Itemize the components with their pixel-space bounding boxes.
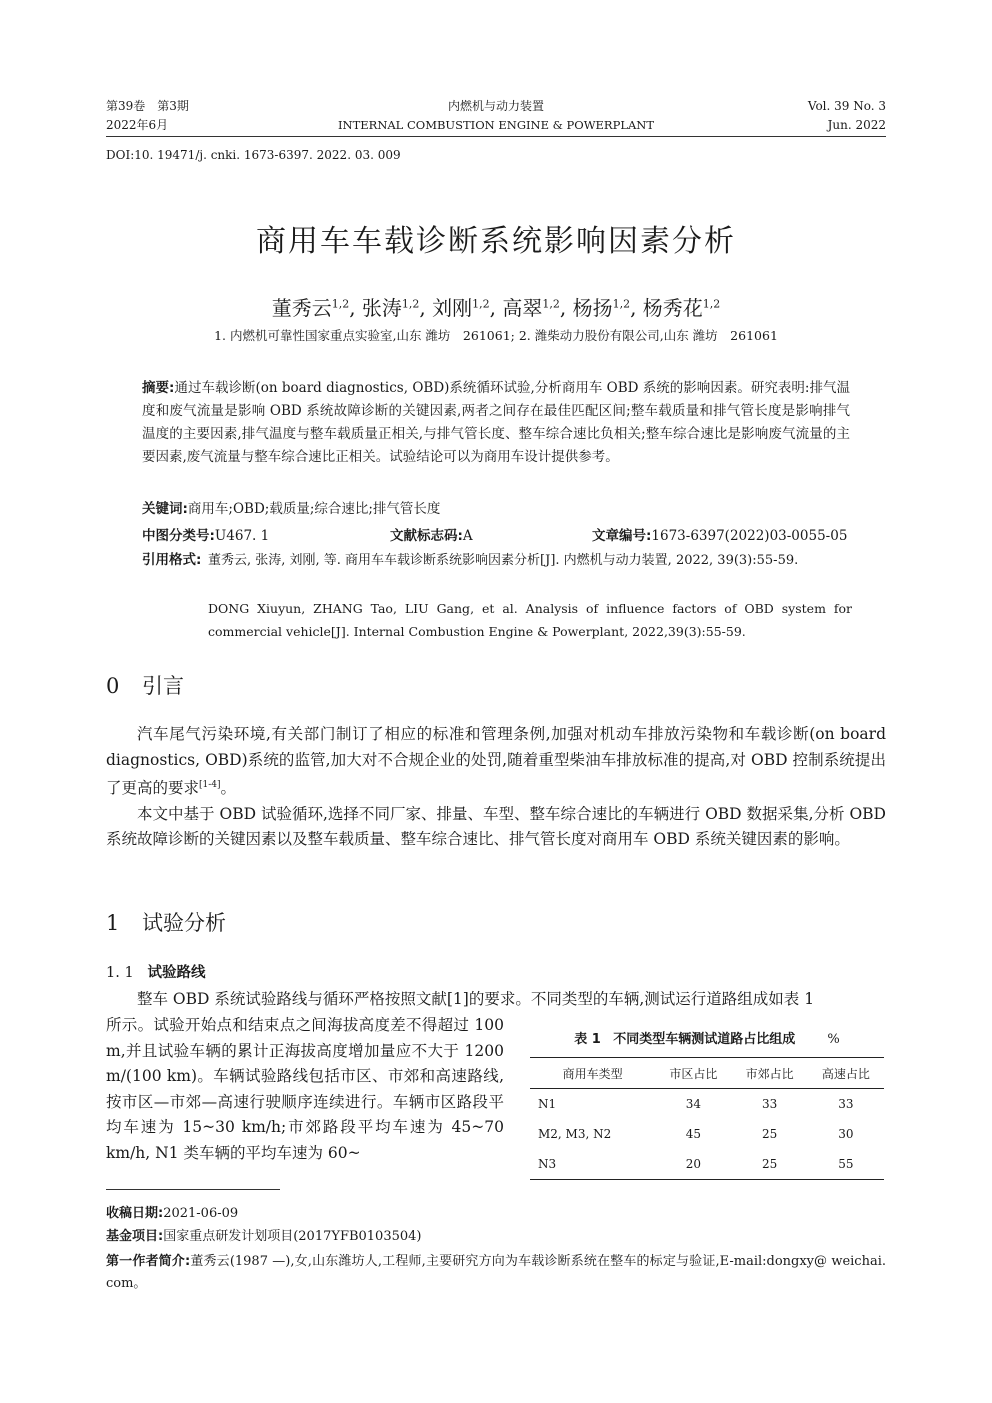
header-date-cn: 2022年6月 (106, 118, 169, 132)
table-row: N1 34 33 33 (538, 1097, 854, 1111)
citation-format (142, 549, 852, 639)
abstract-label: 摘要: (142, 380, 175, 396)
header-volume-en: Vol. 39 No. 3 (807, 99, 886, 113)
road-composition-table (530, 1057, 884, 1180)
author-list: 董秀云$^{1,2}$, 张涛$^{1,2}$, 刘刚$^{1,2}$, 高翠$^{1,2}$, 杨扬$^{1,2}$, 杨秀花$^{1,2}$ (271, 295, 721, 320)
author: 高翠$^{1,2}$ (502, 295, 560, 320)
subsection-heading: 1. 1 试验路线 (106, 965, 206, 981)
table-header: 高速占比 (808, 1058, 884, 1089)
abstract (142, 377, 850, 469)
intro-paragraph-1: 汽车尾气污染环境,有关部门制订了相应的标准和管理条例,加强对机动车排放污染物和车载诊断(on board diagnostics, OBD)系统的监管,加大对不合规企业的处罚,随着重型柴油车排放标准的提高,对 OBD 控制系统提出了更高的要求[1-4]。 (106, 725, 886, 798)
table-header: 市郊占比 (732, 1058, 808, 1089)
citation-label: 引用格式: (142, 552, 202, 568)
header-journal-en: INTERNAL COMBUSTION ENGINE & POWERPLANT (337, 118, 654, 132)
intro-paragraph-2: 本文中基于 OBD 试验循环,选择不同厂家、排量、车型、整车综合速比的车辆进行 OBD 数据采集,分析 OBD 系统故障诊断的关键因素以及整车载质量、整车综合速比、排气管长度对商用车 OBD 系统关键因素的影响。 (106, 804, 886, 849)
footnote-first-author: 第一作者简介:董秀云(1987 —),女,山东潍坊人,工程师,主要研究方向为车载诊断系统在整车的标定与验证,E-mail:dongxy@ weichai. com。 (106, 1254, 886, 1291)
experiment-paragraph-1: 整车 OBD 系统试验路线与循环严格按照文献[1]的要求。不同类型的车辆,测试运行道路组成如表 1 (137, 990, 815, 1008)
author: 杨秀花$^{1,2}$ (642, 295, 721, 320)
document-code: 文献标志码:A (390, 528, 473, 544)
keywords-text: 商用车;OBD;载质量;综合速比;排气管长度 (187, 501, 441, 517)
table-header: 市区占比 (655, 1058, 731, 1089)
citation-cn: 董秀云, 张涛, 刘刚, 等. 商用车车载诊断系统影响因素分析[J]. 内燃机与动力装置, 2022, 39(3):55-59. (208, 553, 799, 568)
section-heading-experiment: 1 试验分析 (106, 911, 226, 935)
keywords-label: 关键词: (142, 501, 188, 517)
author: 杨扬$^{1,2}$ (572, 295, 631, 320)
table-row: N3 20 25 55 (530, 1149, 884, 1180)
affiliation: 1. 内燃机可靠性国家重点实验室,山东 潍坊 261061; 2. 潍柴动力股份有限公司,山东 潍坊 261061 (214, 328, 778, 343)
table-header-row (530, 1058, 884, 1089)
paper-title: 商用车车载诊断系统影响因素分析 (256, 224, 736, 259)
doi: DOI:10. 19471/j. cnki. 1673-6397. 2022. 03. 009 (106, 148, 401, 162)
section-heading-intro: 0 引言 (106, 674, 184, 698)
keywords (142, 498, 850, 521)
table-unit: % (827, 1032, 840, 1047)
footnote-fund: 基金项目:国家重点研发计划项目(2017YFB0103504) (106, 1229, 422, 1244)
header-rule (106, 136, 886, 137)
clc-number: 中图分类号:U467. 1 (142, 528, 270, 544)
abstract-text: 通过车载诊断(on board diagnostics, OBD)系统循环试验,分析商用车 OBD 系统的影响因素。研究表明:排气温度和废气流量是影响 OBD 系统故障诊断的关键因素,两者之间存在最佳匹配区间;整车载质量和排气管长度是影响排气温度的主要因素,排气温度与整车载质量正相关,与排气管长度、整车综合速比负相关;整车综合速比是影响废气流量的主要因素,废气流量与整车综合速比正相关。试验结论可以为商用车设计提供参考。 (142, 380, 850, 465)
author: 刘刚$^{1,2}$ (432, 295, 490, 320)
citation-en: DONG Xiuyun, ZHANG Tao, LIU Gang, et al. Analysis of influence factors of OBD system for commercial vehicle[J]. Internal Combustion Engine & Powerplant, 2022,39(3):55-59. (208, 601, 852, 639)
header-date-en: Jun. 2022 (827, 118, 886, 132)
experiment-paragraph-2: 所示。试验开始点和结束点之间海拔高度差不得超过 100 m,并且试验车辆的累计正海拔高度增加量应不大于 1200 m/(100 km)。车辆试验路线包括市区、市郊和高速路线,按市区—市郊—高速行驶顺序连续进行。车辆市区路段平均车速为 15~30 km/h;市郊路段平均车速为 45~70 km/h, N1 类车辆的平均车速为 60~ (106, 1016, 520, 1162)
header-journal-cn: 内燃机与动力装置 (447, 99, 544, 113)
footnote-rule (106, 1189, 280, 1190)
header-volume-cn: 第39卷 第3期 (106, 99, 189, 113)
article-number: 文章编号:1673-6397(2022)03-0055-05 (592, 528, 848, 544)
table-header: 商用车类型 (530, 1058, 655, 1089)
table-caption: 表 1 不同类型车辆测试道路占比组成 % (574, 1032, 840, 1047)
author: 张涛$^{1,2}$ (361, 295, 420, 320)
footnote-received: 收稿日期:2021-06-09 (106, 1206, 239, 1221)
intro-paragraphs (106, 722, 886, 853)
citation-ref: [1-4] (199, 780, 221, 790)
table-row: M2, M3, N2 45 25 30 (538, 1127, 854, 1141)
author: 董秀云$^{1,2}$ (271, 295, 350, 320)
